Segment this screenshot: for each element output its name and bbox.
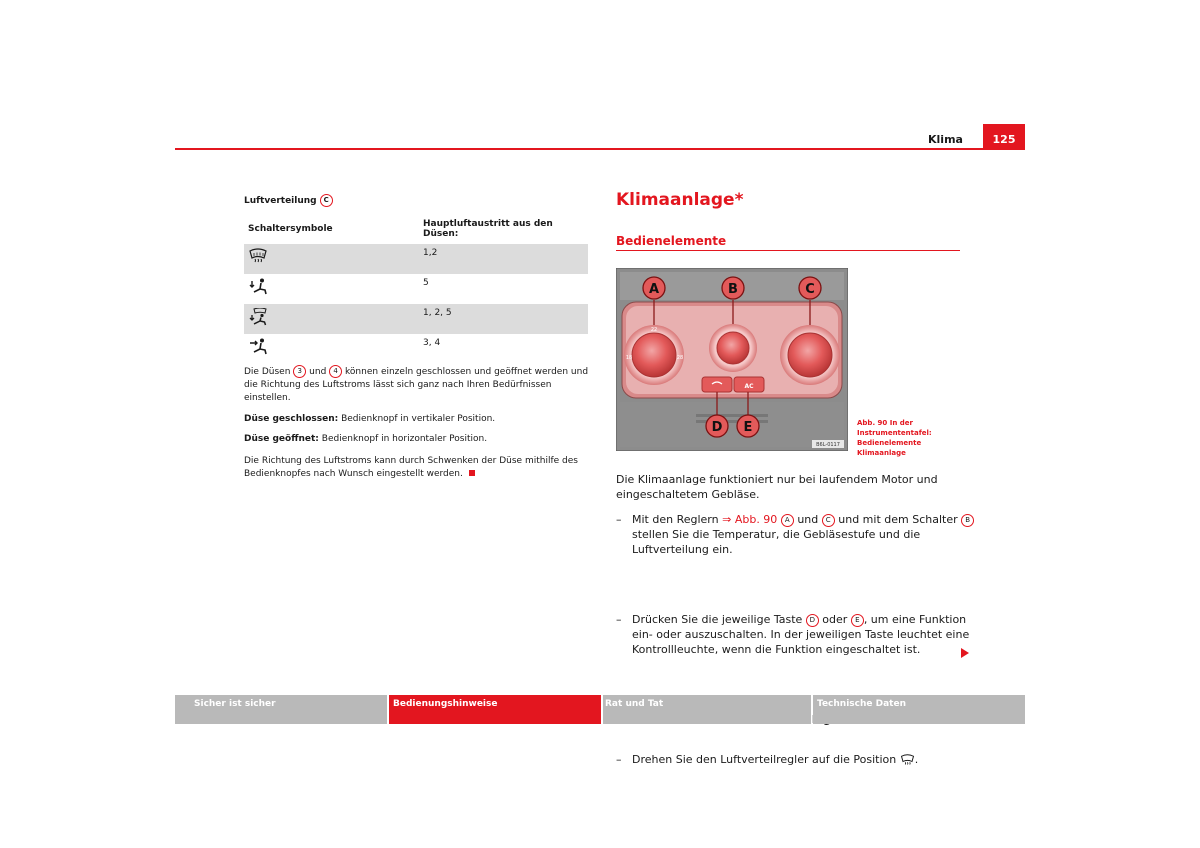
callout-b: B [728,282,738,297]
ref-marker: 4 [329,365,342,378]
page-number: 125 [983,124,1025,148]
table-row [244,304,588,334]
intro-paragraph: Die Klimaanlage funktioniert nur bei laufendem Motor und eingeschaltetem Gebläse. [616,473,938,501]
table-cell: 1,2 [419,244,588,275]
callout-e: E [743,420,753,435]
page-heading: Klimaanlage* [616,190,744,210]
figure-code: B6L-0117 [816,442,840,448]
paragraph-closed: Düse geschlossen: Bedienknopf in vertikaler Position. [244,414,496,424]
ref-marker: C [822,514,835,527]
footwell-air-icon [248,278,268,296]
windshield-defrost-icon [248,248,268,264]
subheading-divider [616,250,960,251]
next-page-arrow-icon [961,648,969,658]
knob-a-mark-22: 22 [650,327,658,333]
table-header-row [244,215,588,244]
table-header: Hauptluftaustritt aus den Düsen: [419,215,588,244]
climate-panel-illustration [616,268,848,451]
table-row [244,274,588,304]
footer-tab-bedienungshinweise[interactable]: Bedienungshinweise [389,695,601,724]
climate-control-figure [616,268,848,451]
ac-button-label: AC [744,383,754,390]
list-item: – Drehen Sie den Luftverteilregler auf die Position . [616,753,919,766]
ref-marker: D [806,614,819,627]
table-cell: 3, 4 [423,338,441,348]
paragraph-nozzles: Die Düsen 3 und 4 können einzeln geschlossen und geöffnet werden und die Richtung des Luftstroms lässt sich ganz nach Ihren Bedürfnissen einstellen. [244,367,589,403]
table-row [244,334,588,364]
figure-link[interactable]: ⇒ Abb. 90 [722,513,778,526]
footer-tab-technische-daten[interactable]: Technische Daten [813,695,1025,724]
footer-tab-sicher[interactable]: Sicher ist sicher [175,695,387,724]
section-subheading: Bedienelemente [616,234,727,248]
section-title-luftverteilung [244,194,333,207]
ref-marker: B [961,514,974,527]
figure-caption: Abb. 90 In der Instrumententafel: Bedienelemente Klimaanlage [857,419,932,457]
list-item: – Drücken Sie die jeweilige Taste D oder E , um eine Funktion ein- oder auszuschalten. In der jeweiligen Taste leuchtet eine Kontrollleuchte, wenn die Funktion eingeschaltet ist. [616,613,970,656]
ref-marker: E [851,614,864,627]
ref-marker: 3 [293,365,306,378]
paragraph-open: Düse geöffnet: Bedienknopf in horizontaler Position. [244,434,488,444]
header-divider [175,148,1025,150]
defrost-footwell-air-icon [248,308,268,326]
symbol-table [244,215,588,364]
table-cell: 5 [423,278,429,288]
list-item: – Mit den Reglern ⇒ Abb. 90 A und C und mit dem Schalter B stellen Sie die Temperatur, die Gebläsestufe und die Luftverteilung ein. [616,512,977,557]
table-cell: 1, 2, 5 [419,304,588,334]
knob-a-mark-18: 18 [625,355,633,361]
knob-a-mark-28: 28 [676,355,684,361]
face-air-icon [248,338,268,356]
ref-marker: A [781,514,794,527]
chapter-title: Klima [928,133,963,146]
paragraph-direction: Die Richtung des Luftstroms kann durch Schwenken der Düse mithilfe des Bedienknopfes nach Wunsch eingestellt werden. [244,456,578,479]
callout-a: A [648,282,660,297]
footer-tab-rat-und-tat[interactable]: Rat und Tat [603,695,811,724]
windshield-defrost-icon [900,754,915,766]
table-header: Schaltersymbole [244,215,419,244]
callout-c: C [805,282,815,297]
ref-marker: C [320,194,333,207]
callout-d: D [711,420,723,435]
end-square-icon [469,470,475,476]
section-title-text: Luftverteilung [244,196,317,206]
table-row [244,244,588,275]
